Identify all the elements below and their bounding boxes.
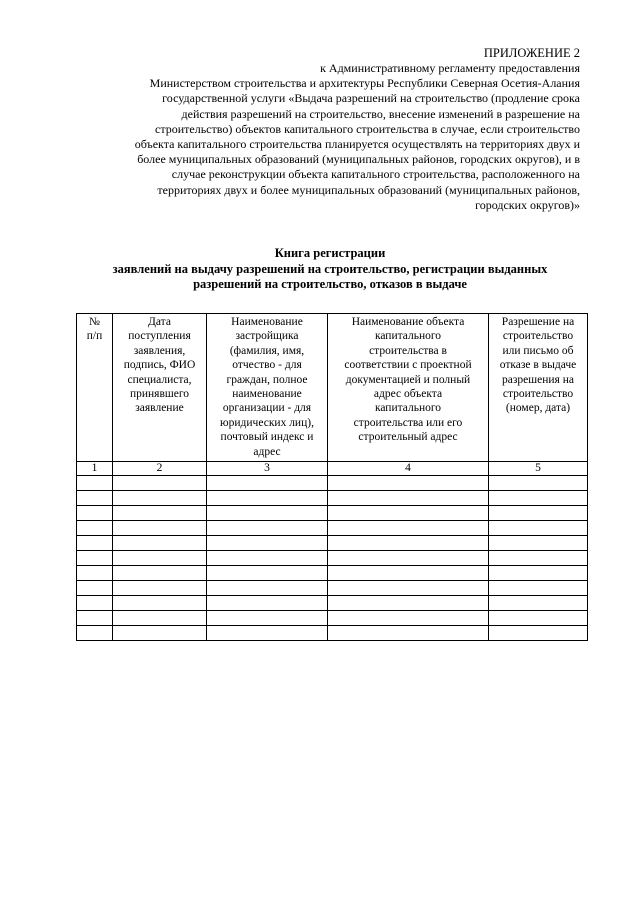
table-row [77,611,588,626]
column-header-line: строительство [502,330,574,343]
table-cell[interactable] [77,581,113,596]
table-row [77,596,588,611]
table-cell[interactable] [489,611,588,626]
title-line-1: Книга регистрации [274,246,386,260]
table-cell[interactable] [77,611,113,626]
column-header-line: Наименование [231,316,303,328]
table-cell[interactable] [113,491,207,506]
table-cell[interactable] [328,581,489,596]
table-cell[interactable] [207,551,328,566]
column-header-object [328,314,489,462]
table-cell[interactable] [113,581,207,596]
table-cell[interactable] [113,476,207,491]
table-cell[interactable] [77,566,113,581]
table-cell[interactable] [113,551,207,566]
column-header-line: застройщика [235,330,299,343]
column-header-line: Дата [148,316,171,328]
column-header-line: адрес объекта [373,388,443,401]
column-header-line: Наименование объекта [351,316,465,328]
column-header-line: (фамилия, имя, [229,344,305,357]
column-header-line: организации - для [222,402,312,415]
column-header-line: строительный адрес [358,431,458,444]
appendix-title: ПРИЛОЖЕНИЕ 2 [483,46,580,60]
header-line: более муниципальных образований (муниципальных районов, городских округов), и в [137,152,580,167]
table-row [77,551,588,566]
column-number-row [77,462,588,476]
column-header-line: или письмо об [502,344,574,357]
column-header-line: строительства или его [353,416,463,429]
column-header-line: заявление [135,402,184,415]
column-header-line: капитального [374,330,442,343]
column-header-line: строительства в [369,344,447,357]
table-cell[interactable] [113,626,207,641]
table-cell[interactable] [489,566,588,581]
header-line: объекта капитального строительства планируется осуществлять на территориях двух и [134,137,580,152]
column-header-developer [207,314,328,462]
header-line: действия разрешений на строительство, внесение изменений в разрешение на [181,106,580,121]
table-cell[interactable] [207,611,328,626]
table-cell[interactable] [489,476,588,491]
table-cell[interactable] [207,626,328,641]
column-header-line: соответствии с проектной [344,359,472,372]
table-cell[interactable] [207,476,328,491]
column-number: 5 [489,462,588,476]
table-cell[interactable] [207,596,328,611]
column-header-line: строительство [502,388,574,401]
table-cell[interactable] [328,521,489,536]
header-line: к Административному регламенту предоставления [320,61,580,75]
column-header-number [77,314,113,462]
table-row [77,536,588,551]
column-header-permit [489,314,588,462]
table-cell[interactable] [113,521,207,536]
table-cell[interactable] [113,506,207,521]
table-cell[interactable] [328,491,489,506]
registry-table [76,313,588,641]
table-cell[interactable] [77,596,113,611]
column-header-line: капитального [374,402,442,415]
table-cell[interactable] [489,596,588,611]
table-row [77,506,588,521]
header-line: строительство) объектов капитального строительства в случае, если строительство [155,121,580,136]
table-cell[interactable] [328,551,489,566]
table-cell[interactable] [77,536,113,551]
table-row [77,476,588,491]
column-header-date [113,314,207,462]
table-cell[interactable] [207,506,328,521]
column-header-line: адрес [253,445,281,458]
table-cell[interactable] [77,491,113,506]
table-row [77,626,588,641]
column-header-line: Разрешение на [501,316,575,328]
column-header-line: отчество - для [232,359,302,372]
column-number: 1 [77,462,113,476]
column-header-line: почтовый индекс и [220,431,314,444]
table-cell[interactable] [207,491,328,506]
column-header-line: наименование [232,388,302,401]
column-header-line: разрешения на [502,373,574,386]
column-header-line: принявшего [129,388,190,401]
appendix-header [60,46,580,213]
table-cell[interactable] [207,536,328,551]
table-cell[interactable] [328,476,489,491]
table-cell[interactable] [207,521,328,536]
table-cell[interactable] [328,626,489,641]
table-row [77,491,588,506]
header-line: Министерством строительства и архитектуры Республики Северная Осетия-Алания [149,76,580,91]
column-header-line: поступления [128,330,191,343]
document-title [60,246,600,293]
title-line-3: разрешений на строительство, отказов в выдаче [193,277,467,291]
column-number: 3 [207,462,328,476]
table-cell[interactable] [328,566,489,581]
table-cell[interactable] [489,536,588,551]
column-header-line: заявления, [133,344,186,357]
table-cell[interactable] [113,566,207,581]
title-line-2: заявлений на выдачу разрешений на строительство, регистрации выданных [112,261,548,276]
column-header-line: документацией и полный [345,373,471,386]
table-cell[interactable] [207,566,328,581]
table-row [77,581,588,596]
table-cell[interactable] [77,551,113,566]
table-cell[interactable] [328,596,489,611]
column-header-line: (номер, дата) [505,402,571,415]
column-header-line: № [89,316,100,328]
table-cell[interactable] [328,506,489,521]
table-row [77,566,588,581]
column-header-line: специалиста, [127,373,192,386]
table-cell[interactable] [113,611,207,626]
column-number: 2 [113,462,207,476]
table-cell[interactable] [207,581,328,596]
column-header-line: отказе в выдаче [499,359,577,372]
table-cell[interactable] [489,521,588,536]
column-header-line: п/п [86,330,103,343]
header-line: случае реконструкции объекта капитального строительства, расположенного на [171,167,580,182]
column-number: 4 [328,462,489,476]
header-line: городских округов)» [475,197,580,212]
table-header-row [77,314,588,462]
column-header-line: граждан, полное [226,373,308,386]
table-row [77,521,588,536]
table-cell[interactable] [489,551,588,566]
table-cell[interactable] [113,596,207,611]
table-cell[interactable] [77,521,113,536]
column-header-line: подпись, ФИО [123,359,196,372]
table-cell[interactable] [489,506,588,521]
header-line: территориях двух и более муниципальных образований (муниципальных районов, [157,182,580,197]
header-line: государственной услуги «Выдача разрешений на строительство (продление срока [162,91,580,106]
column-header-line: юридических лиц), [220,416,314,429]
table-cell[interactable] [77,476,113,491]
table-cell[interactable] [77,506,113,521]
table-cell[interactable] [113,536,207,551]
table-cell[interactable] [489,491,588,506]
table-cell[interactable] [77,626,113,641]
table-cell[interactable] [328,611,489,626]
table-cell[interactable] [489,626,588,641]
table-cell[interactable] [489,581,588,596]
table-cell[interactable] [328,536,489,551]
